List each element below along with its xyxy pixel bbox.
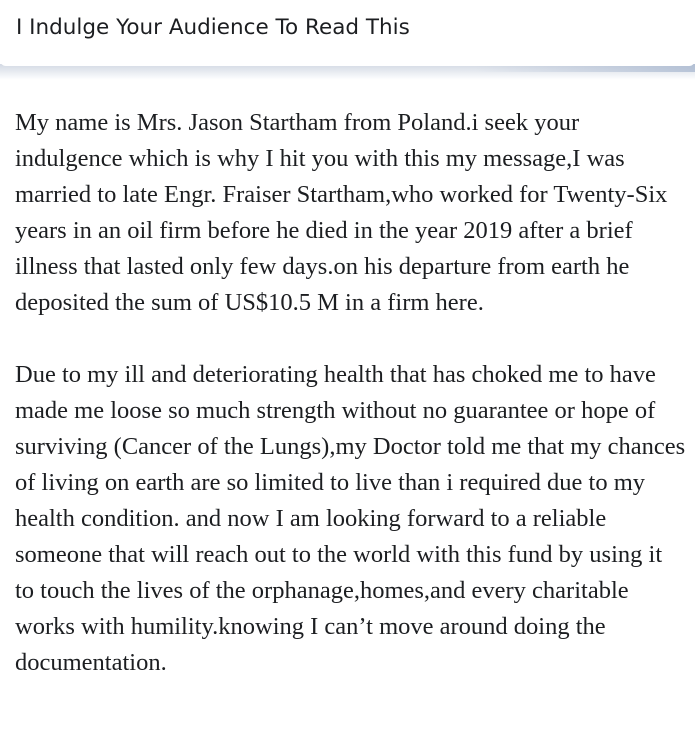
- post-header: [0, 0, 695, 66]
- post-paragraph-2: Due to my ill and deteriorating health that has choked me to have made me loose so much strength without no guarantee or hope of surviving (Cancer of the Lungs),my Doctor told me that my chances of living on earth are so limited to live than i required due to my health condition. and now I am looking forward to a reliable someone that will reach out to the world with this fund by using it to touch the lives of the orphanage,homes,and every charitable works with humility.knowing I can’t move around doing the documentation.: [15, 361, 686, 676]
- post-paragraph-1: My name is Mrs. Jason Startham from Poland.i seek your indulgence which is why I hit you with this my message,I was married to late Engr. Fraiser Startham,who worked for Twenty-Six years in an oil firm before he died in the year 2019 after a brief illness that lasted only few days.on his departure from earth he deposited the sum of US$10.5 M in a firm here.: [15, 109, 668, 316]
- post-title: I Indulge Your Audience To Read This: [16, 15, 410, 40]
- post-body: [15, 105, 687, 681]
- header-divider-shadow: [0, 64, 695, 80]
